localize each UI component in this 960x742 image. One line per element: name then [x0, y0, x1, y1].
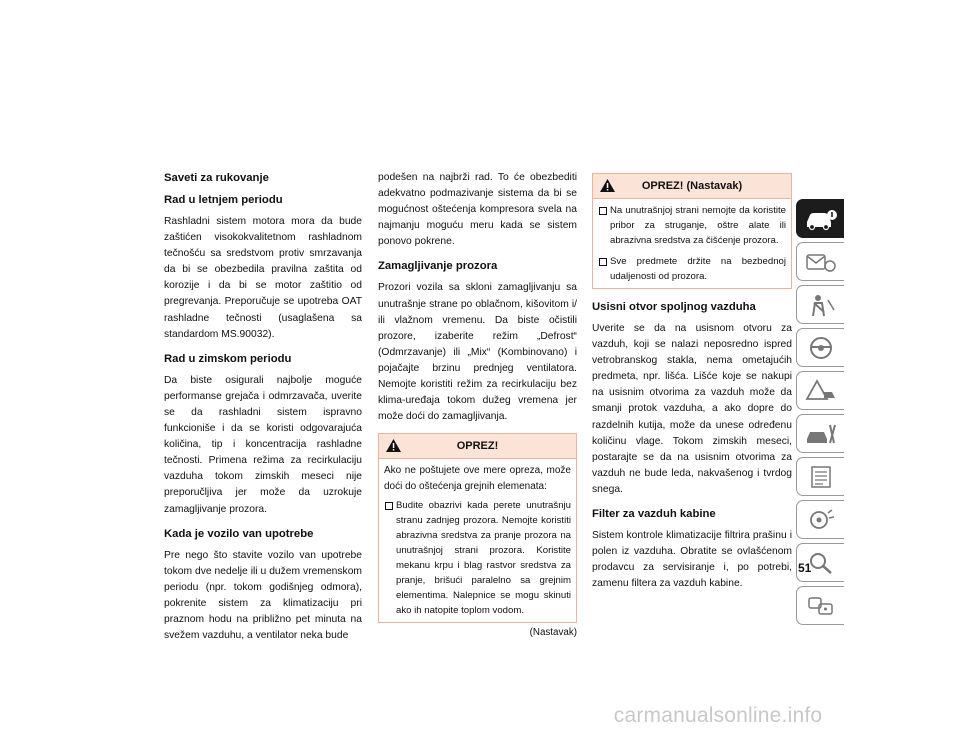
paragraph-air-intake: Uverite se da na usisnom otvoru za vazduh, koji se nalazi neposredno ispred vetrobranskog stakla, nema ometajućih predmeta, npr. lišća. Lišće koje se nakupi na usisnim otvorima za vazduh može da smanji protok vazduha, a ako dopre do razdelnih kutija, može da unese određenu količinu vlage. Tokom zimskih meseci, postarajte se da na usisnim otvorima za vazduh ne bude leda, nakvašenog i tvrdog snega. — [592, 323, 792, 495]
tab-specifications[interactable] — [796, 457, 844, 496]
section-heading-handling-tips: Saveti za rukovanje — [164, 172, 269, 184]
warning-icon — [385, 438, 402, 453]
caution-item: Na unutrašnjoj strani nemojte da koristite pribor za struganje, oštre alate ili abrazivna sredstva za čišćenje prozora. — [598, 203, 786, 248]
caution-box — [378, 433, 577, 623]
section-title-cabin-filter: Filter za vazduh kabine — [592, 508, 716, 521]
paragraph-window-fogging: Prozori vozila sa skloni zamagljivanju sa unutrašnje strane po oblačnom, kišovitom i/ ili vlažnom vremenu. Da biste očistili prozore, izaberite režim „Defrost“ (Odmrzavanje) ili „Mix“ (Kombinovano) i pojačajte brzinu prednjeg ventilatora. Nemojte koristiti režim za recirkulaciju bez klima-uređaja tokom dužeg vremena jer može doći do zamagljivanja. — [378, 282, 577, 423]
caution-intro: Ako ne poštujete ove mere opreza, može doći do oštećenja grejnih elemenata: — [384, 465, 571, 492]
caution-continued-header — [593, 174, 791, 199]
caution-list — [384, 498, 571, 618]
column-right — [592, 170, 792, 600]
page-number: 51 — [798, 561, 812, 575]
section-title-vehicle-storage: Kada je vozilo van upotrebe — [164, 527, 314, 540]
warning-roadside-icon — [804, 378, 838, 404]
tab-safety[interactable] — [796, 285, 844, 324]
language-icon — [804, 593, 838, 619]
multimedia-icon — [804, 507, 838, 533]
caution-header — [379, 434, 576, 459]
tab-language[interactable] — [796, 586, 844, 625]
caution-item: Budite obazrivi kada perete unutrašnju stranu zadnjeg prozora. Nemojte koristiti abrazivna sredstva za pranje prozora na unutrašnjoj strani prozora. Koristite mekanu krpu i blag rastvor sredstva za pranje, brišući paralelno sa grejnim elementima. Nalepnice se mogu skinuti ako ih natopite toplom vodom. — [384, 498, 571, 618]
service-tools-icon — [804, 421, 838, 447]
paragraph-summer: Rashladni sistem motora mora da bude zaštićen visokokvalitetnom rashladnom tečnošću sa sredstvom protiv smrzavanja da bi se obezbedila pravilna zaštita od korozije i da bi se motor zaštitio od pregrevanja. Preporučuje se upotreba OAT rashladne tečnosti (usaglašena sa standardom MS.90032). — [164, 216, 362, 340]
continued-label: (Nastavak) — [529, 627, 577, 639]
column-middle — [378, 170, 577, 641]
caution-continued-body — [593, 199, 791, 288]
caution-continued-box — [592, 173, 792, 289]
caution-title: OPREZ! — [456, 440, 499, 453]
paragraph-cabin-filter: Sistem kontrole klimatizacije filtrira prašinu i polen iz vazduha. Obratite se ovlašćenom prodavcu za servisiranje i, po potrebi, zamenu filtera za vazduh kabine. — [592, 530, 792, 590]
caution-item: Sve predmete držite na bezbednoj udaljenosti od prozora. — [598, 254, 786, 284]
caution-body — [379, 459, 576, 622]
tab-dashboard[interactable] — [796, 242, 844, 281]
section-title-summer: Rad u letnjem periodu — [164, 194, 283, 206]
section-title-winter: Rad u zimskom periodu — [164, 352, 292, 365]
section-title-window-fogging: Zamagljivanje prozora — [378, 260, 498, 273]
tab-emergency[interactable] — [796, 371, 844, 410]
tab-driving[interactable] — [796, 328, 844, 367]
paragraph-continued: podešen na najbrži rad. To će obezbediti adekvatno podmazivanje sistema da bi se mogućnost oštećenja kompresora svela na najmanju moguću meru kada se sistem ponovo pokrene. — [378, 172, 577, 248]
caution-continued-title: OPREZ! (Nastavak) — [641, 179, 743, 192]
tab-multimedia[interactable] — [796, 500, 844, 539]
paragraph-winter: Da biste osigurali najbolje moguće performanse grejača i odmrzavača, uverite se da rashladni sistem ispravno funkcioniše i da se koristi odgovarajuća količina, tip i koncentracija rashladne tečnosti. Primena režima za recirkulaciju vazduha tokom zimskih meseci nije preporučljiva jer može da uzrokuje zamagljivanje prozora. — [164, 374, 362, 515]
warning-icon — [599, 178, 616, 193]
car-info-icon — [803, 207, 839, 231]
column-left — [164, 170, 362, 652]
seatbelt-safety-icon — [804, 292, 838, 318]
section-title-air-intake: Usisni otvor spoljnog vazduha — [592, 301, 756, 313]
tab-service[interactable] — [796, 414, 844, 453]
paragraph-vehicle-storage: Pre nego što stavite vozilo van upotrebe tokom dve nedelje ili u dužem vremenskom periodu (npr. tokom godišnjeg odmora), pokrenite sistem za klimatizaciju pri praznom hodu na približno pet minuta na svežem vazduhu, a ventilator neka bude — [164, 549, 362, 642]
steering-wheel-icon — [804, 335, 838, 361]
dashboard-message-icon — [804, 249, 838, 275]
specifications-list-icon — [804, 464, 838, 490]
caution-continued-list — [598, 203, 786, 284]
tab-vehicle-info[interactable] — [796, 199, 844, 238]
watermark: carmanualsonline.info — [613, 704, 823, 727]
